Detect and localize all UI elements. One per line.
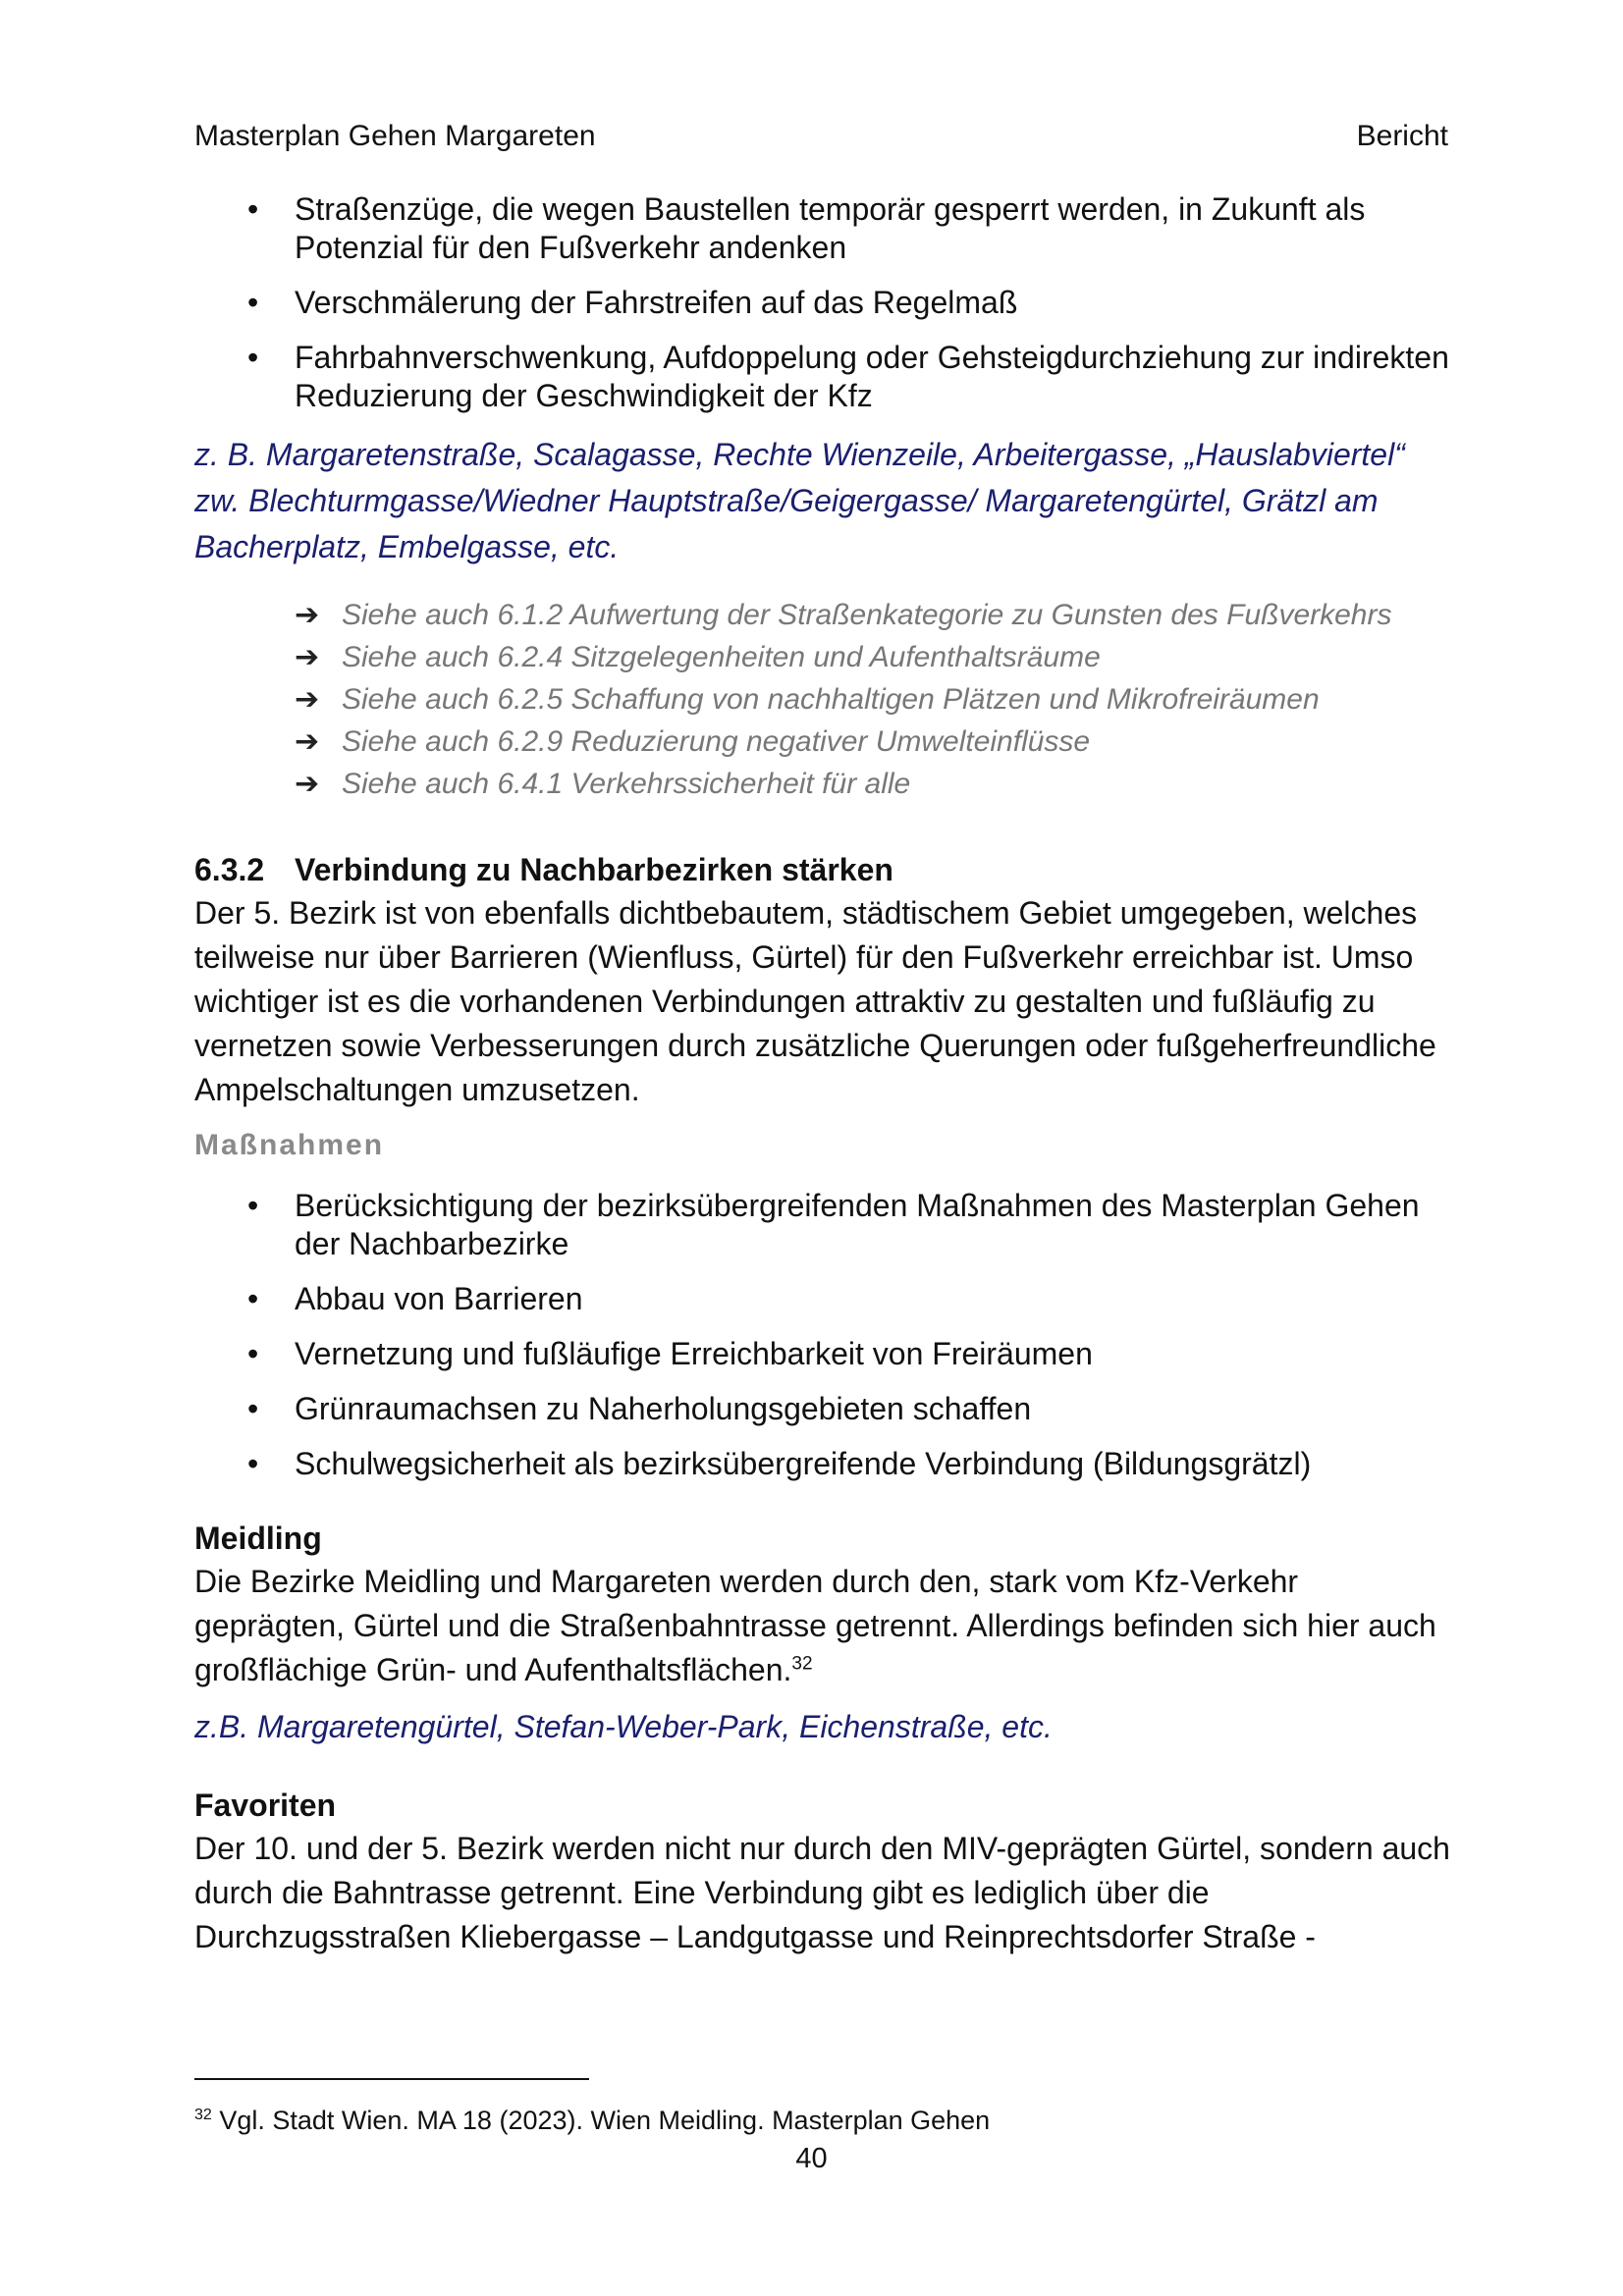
arrow-right-icon: ➔ (295, 768, 320, 800)
favoriten-body-text: Der 10. und der 5. Bezirk werden nicht nur durch den MIV-geprägten Gürtel, sondern auch durch die Bahntrasse getrennt. Eine Verbindung gibt es lediglich über die Durchzugsstraßen Kliebergasse – Landgutgasse und Reinprechtsdorfer Straße - (194, 1831, 1450, 1954)
cross-reference-item (295, 678, 1451, 721)
footnote-text: Vgl. Stadt Wien. MA 18 (2023). Wien Meidling. Masterplan Gehen (219, 2106, 991, 2135)
cross-reference-text: Siehe auch 6.4.1 Verkehrssicherheit für alle (342, 768, 911, 800)
arrow-right-icon: ➔ (295, 683, 320, 716)
measures-bullet-list (194, 1187, 1451, 1483)
bullet-item: • Grünraumachsen zu Naherholungsgebieten schaffen (194, 1390, 1451, 1428)
header-document-title: Masterplan Gehen Margareten (194, 120, 596, 152)
header-section-label: Bericht (1356, 120, 1448, 152)
section-number: 6.3.2 (194, 852, 265, 887)
bullet-item: • Fahrbahnverschwenkung, Aufdoppelung oder Gehsteigdurchziehung zur indirekten Reduzierung der Geschwindigkeit der Kfz (194, 339, 1451, 415)
section-title: Verbindung zu Nachbarbezirken stärken (295, 852, 893, 887)
cross-reference-list (194, 594, 1451, 805)
arrow-right-icon: ➔ (295, 641, 320, 673)
footnote (194, 2106, 990, 2136)
measures-heading: Maßnahmen (194, 1129, 385, 1161)
page-number: 40 (795, 2143, 828, 2174)
cross-reference-text: Siehe auch 6.2.5 Schaffung von nachhaltigen Plätzen und Mikrofreiräumen (342, 683, 1320, 716)
footnote-number: 32 (194, 2107, 212, 2123)
cross-reference-item (295, 636, 1451, 678)
subheading-favoriten: Favoriten (194, 1788, 337, 1823)
cross-reference-item (295, 721, 1451, 763)
arrow-right-icon: ➔ (295, 599, 320, 631)
bullet-item: • Abbau von Barrieren (194, 1280, 1451, 1318)
footnote-reference[interactable]: 32 (791, 1653, 813, 1675)
meidling-example-text: z.B. Margaretengürtel, Stefan-Weber-Park, Eichenstraße, etc. (194, 1709, 1053, 1744)
bullet-item: • Vernetzung und fußläufige Erreichbarkeit von Freiräumen (194, 1335, 1451, 1373)
cross-reference-text: Siehe auch 6.2.9 Reduzierung negativer Umwelteinflüsse (342, 725, 1091, 758)
subheading-meidling: Meidling (194, 1521, 322, 1556)
cross-reference-item (295, 763, 1451, 805)
section-heading (194, 848, 1451, 891)
section-body-text: Der 5. Bezirk ist von ebenfalls dichtbebautem, städtischem Gebiet umgegeben, welches teilweise nur über Barrieren (Wienfluss, Gürtel) für den Fußverkehr erreichbar ist. Umso wichtiger ist es die vorhandenen Verbindungen attraktiv zu gestalten und fußläufig zu vernetzen sowie Verbesserungen durch zusätzliche Querungen oder fußgeherfreundliche Ampelschaltungen umzusetzen. (194, 895, 1436, 1107)
meidling-text: Die Bezirke Meidling und Margareten werden durch den, stark vom Kfz-Verkehr geprägten, Gürtel und die Straßenbahntrasse getrennt. Allerdings befinden sich hier auch großflächige Grün- und Aufenthaltsflächen. (194, 1564, 1436, 1687)
bullet-item: • Verschmälerung der Fahrstreifen auf das Regelmaß (194, 284, 1451, 322)
bullet-item: • Berücksichtigung der bezirksübergreifenden Maßnahmen des Masterplan Gehen der Nachbarbezirke (194, 1187, 1451, 1263)
page-header (194, 120, 1448, 159)
cross-reference-text: Siehe auch 6.1.2 Aufwertung der Straßenkategorie zu Gunsten des Fußverkehrs (342, 599, 1392, 631)
example-streets-text: z. B. Margaretenstraße, Scalagasse, Rechte Wienzeile, Arbeitergasse, „Hauslabviertel“ zw. Blechturmgasse/Wiedner Hauptstraße/Geigergasse/ Margaretengürtel, Grätzl am Bacherplatz, Embelgasse, etc. (194, 437, 1405, 564)
cross-reference-item (295, 594, 1451, 636)
meidling-body-text (194, 1560, 1451, 1692)
bullet-item: • Schulwegsicherheit als bezirksübergreifende Verbindung (Bildungsgrätzl) (194, 1445, 1451, 1483)
page-content (194, 190, 1451, 1959)
arrow-right-icon: ➔ (295, 725, 320, 758)
bullet-item: • Straßenzüge, die wegen Baustellen temporär gesperrt werden, in Zukunft als Potenzial für den Fußverkehr andenken (194, 190, 1451, 267)
cross-reference-text: Siehe auch 6.2.4 Sitzgelegenheiten und Aufenthaltsräume (342, 641, 1101, 673)
footnote-divider (194, 2078, 589, 2080)
intro-bullet-list (194, 190, 1451, 415)
